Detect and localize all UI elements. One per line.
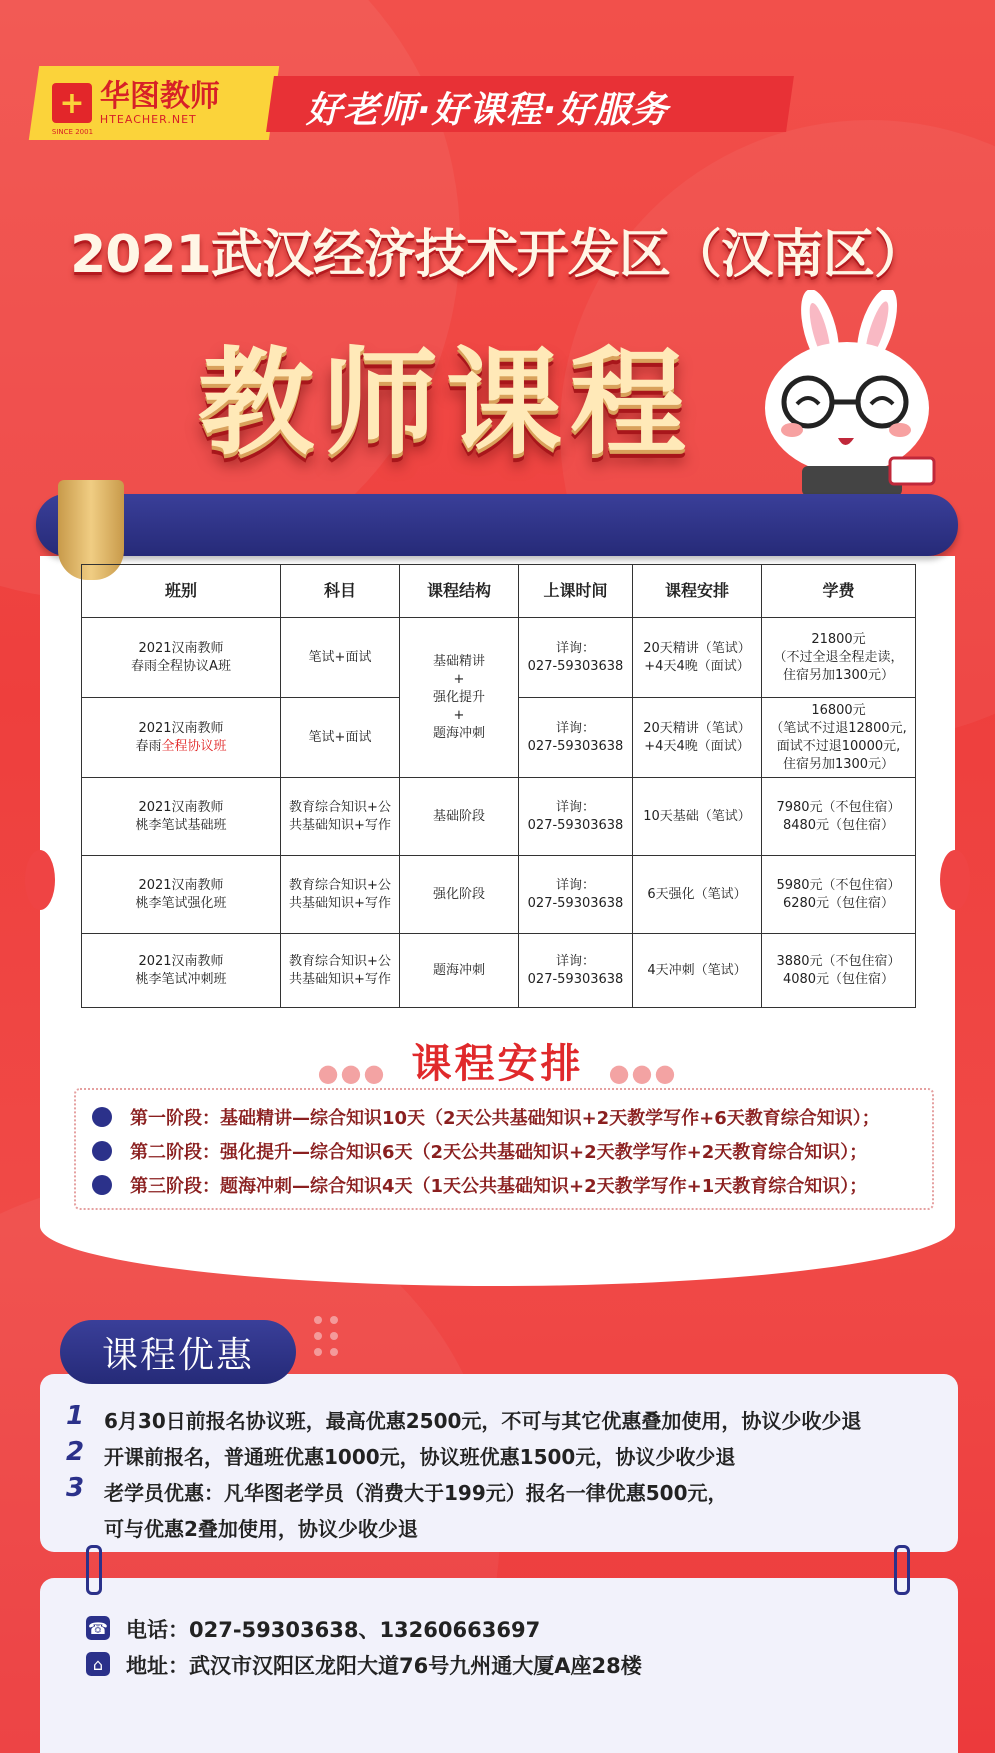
header-time: 上课时间 bbox=[519, 565, 633, 618]
class-cell bbox=[82, 778, 281, 856]
structure-line: 强化提升 bbox=[432, 689, 485, 705]
subject-line: 教育综合知识+公 bbox=[289, 877, 391, 893]
header-fee: 学费 bbox=[762, 565, 916, 618]
class-line: 桃李笔试基础班 bbox=[135, 817, 227, 833]
subject-cell: 笔试+面试 bbox=[281, 618, 400, 698]
schedule-item-text: 第三阶段：题海冲刺—综合知识4天（1天公共基础知识+2天教学写作+1天教育综合知识）； bbox=[130, 1176, 868, 1197]
plan-cell bbox=[633, 618, 762, 698]
phone-icon: ☎ bbox=[86, 1616, 110, 1640]
structure-cell: 基础阶段 bbox=[400, 778, 519, 856]
discount-number: 2 bbox=[66, 1437, 85, 1467]
class-line-pre: 春雨 bbox=[135, 738, 162, 754]
fee-cell bbox=[762, 856, 916, 934]
contact-address: 地址：武汉市汉阳区龙阳大道76号九州通大厦A座28楼 bbox=[126, 1654, 642, 1678]
subject-line: 教育综合知识+公 bbox=[289, 953, 391, 969]
class-line: 2021汉南教师 bbox=[138, 799, 224, 815]
page-title: 教师课程 bbox=[198, 336, 694, 471]
fee-line: （笔试不过退12800元, bbox=[770, 720, 907, 736]
class-cell bbox=[82, 698, 281, 778]
structure-cell: 题海冲刺 bbox=[400, 934, 519, 1008]
structure-cell: 强化阶段 bbox=[400, 856, 519, 934]
subject-line: 共基础知识+写作 bbox=[289, 971, 391, 987]
class-line bbox=[86, 738, 276, 756]
schedule-item bbox=[92, 1172, 867, 1198]
header-structure: 课程结构 bbox=[400, 565, 519, 618]
class-line: 桃李笔试冲刺班 bbox=[135, 971, 227, 987]
schedule-item-text: 第一阶段：基础精讲—综合知识10天（2天公共基础知识+2天教学写作+6天教育综合知识）； bbox=[130, 1108, 880, 1129]
time-label: 详询： bbox=[555, 640, 595, 656]
plan-cell bbox=[633, 698, 762, 778]
plan-line: +4天4晚（面试） bbox=[644, 738, 750, 754]
plan-line: +4天4晚（面试） bbox=[644, 658, 750, 674]
plan-line: 20天精讲（笔试） bbox=[643, 720, 751, 736]
discount-number: 3 bbox=[66, 1473, 85, 1503]
fee-line: 3880元（不包住宿） bbox=[776, 953, 901, 969]
scroll-header-bar bbox=[36, 494, 958, 556]
table-row bbox=[82, 856, 916, 934]
structure-line: 基础精讲 bbox=[432, 653, 485, 669]
binder-clip-icon bbox=[894, 1545, 910, 1595]
schedule-item bbox=[92, 1138, 867, 1164]
class-line: 2021汉南教师 bbox=[138, 953, 224, 969]
subject-line: 共基础知识+写作 bbox=[289, 895, 391, 911]
fee-line: 6280元（包住宿） bbox=[782, 895, 895, 911]
decor-dots-icon: ●●● bbox=[608, 1058, 678, 1087]
structure-line: + bbox=[453, 707, 465, 723]
time-label: 详询： bbox=[555, 953, 595, 969]
time-phone: 027-59303638 bbox=[527, 658, 624, 674]
header-subject: 科目 bbox=[281, 565, 400, 618]
contact-phone: 电话：027-59303638、13260663697 bbox=[126, 1618, 541, 1642]
fee-line: 16800元 bbox=[811, 702, 866, 718]
time-phone: 027-59303638 bbox=[527, 817, 624, 833]
fee-line: 7980元（不包住宿） bbox=[776, 799, 901, 815]
discount-text: 开课前报名，普通班优惠1000元，协议班优惠1500元，协议少收少退 bbox=[104, 1445, 736, 1469]
time-phone: 027-59303638 bbox=[527, 971, 624, 987]
time-cell bbox=[519, 934, 633, 1008]
structure-line: 题海冲刺 bbox=[432, 725, 485, 741]
fee-line: 住宿另加1300元） bbox=[782, 756, 895, 772]
subject-cell: 笔试+面试 bbox=[281, 698, 400, 778]
subject-line: 共基础知识+写作 bbox=[289, 817, 391, 833]
discount-text: 可与优惠2叠加使用，协议少收少退 bbox=[104, 1517, 418, 1541]
card-notch-left bbox=[25, 850, 55, 910]
schedule-item-text: 第二阶段：强化提升—综合知识6天（2天公共基础知识+2天教学写作+2天教育综合知识）； bbox=[130, 1142, 868, 1163]
class-cell bbox=[82, 856, 281, 934]
decor-dots-icon: ●●● bbox=[317, 1058, 387, 1087]
structure-line: + bbox=[453, 671, 465, 687]
home-icon: ⌂ bbox=[86, 1652, 110, 1676]
time-cell bbox=[519, 856, 633, 934]
logo-url: HTEACHER.NET bbox=[100, 112, 197, 126]
subject-cell bbox=[281, 778, 400, 856]
schedule-heading bbox=[0, 1032, 995, 1089]
discount-number: 1 bbox=[66, 1401, 85, 1431]
discount-text: 老学员优惠：凡华图老学员（消费大于199元）报名一律优惠500元， bbox=[104, 1481, 728, 1505]
course-table bbox=[81, 564, 916, 1008]
decor-dots-icon bbox=[310, 1310, 350, 1370]
page-subtitle: 2021武汉经济技术开发区（汉南区） bbox=[70, 225, 925, 285]
logo-name: 华图教师 bbox=[100, 78, 220, 114]
fee-cell bbox=[762, 698, 916, 778]
class-line: 2021汉南教师 bbox=[138, 640, 224, 656]
binder-clip-icon bbox=[86, 1545, 102, 1595]
time-label: 详询： bbox=[555, 799, 595, 815]
time-cell bbox=[519, 698, 633, 778]
bullet-icon bbox=[92, 1175, 112, 1195]
class-cell bbox=[82, 618, 281, 698]
plan-cell: 6天强化（笔试） bbox=[633, 856, 762, 934]
schedule-title: 课程安排 bbox=[411, 1041, 584, 1087]
logo-since: SINCE 2001 bbox=[51, 128, 94, 136]
time-cell bbox=[519, 618, 633, 698]
structure-cell bbox=[400, 618, 519, 778]
class-line: 2021汉南教师 bbox=[138, 720, 224, 736]
plan-line: 20天精讲（笔试） bbox=[643, 640, 751, 656]
discount-text: 6月30日前报名协议班，最高优惠2500元，不可与其它优惠叠加使用，协议少收少退 bbox=[104, 1409, 862, 1433]
class-cell bbox=[82, 934, 281, 1008]
time-label: 详询： bbox=[555, 720, 595, 736]
class-line: 桃李笔试强化班 bbox=[135, 895, 227, 911]
brand-logo bbox=[29, 66, 279, 140]
subject-line: 教育综合知识+公 bbox=[289, 799, 391, 815]
subject-cell bbox=[281, 934, 400, 1008]
fee-line: （不过全退全程走读， bbox=[773, 649, 904, 665]
time-phone: 027-59303638 bbox=[527, 895, 624, 911]
class-line: 春雨全程协议A班 bbox=[131, 658, 231, 674]
class-line-highlight: 全程协议班 bbox=[161, 738, 227, 754]
plan-cell: 10天基础（笔试） bbox=[633, 778, 762, 856]
time-cell bbox=[519, 778, 633, 856]
table-row bbox=[82, 618, 916, 698]
bullet-icon bbox=[92, 1107, 112, 1127]
plan-cell: 4天冲刺（笔试） bbox=[633, 934, 762, 1008]
bullet-icon bbox=[92, 1141, 112, 1161]
fee-cell bbox=[762, 778, 916, 856]
logo-mark-icon: + bbox=[52, 83, 92, 123]
table-row bbox=[82, 934, 916, 1008]
header-class: 班别 bbox=[82, 565, 281, 618]
schedule-item bbox=[92, 1104, 880, 1130]
slogan: 好老师·好课程·好服务 bbox=[306, 90, 669, 131]
discount-tab: 课程优惠 bbox=[60, 1320, 296, 1384]
header-plan: 课程安排 bbox=[633, 565, 762, 618]
fee-cell bbox=[762, 618, 916, 698]
table-row bbox=[82, 778, 916, 856]
fee-line: 21800元 bbox=[811, 631, 866, 647]
fee-line: 8480元（包住宿） bbox=[782, 817, 895, 833]
time-phone: 027-59303638 bbox=[527, 738, 624, 754]
fee-line: 4080元（包住宿） bbox=[782, 971, 895, 987]
fee-line: 5980元（不包住宿） bbox=[776, 877, 901, 893]
class-line: 2021汉南教师 bbox=[138, 877, 224, 893]
fee-line: 面试不过退10000元, bbox=[776, 738, 901, 754]
table-header-row bbox=[82, 565, 916, 618]
time-label: 详询： bbox=[555, 877, 595, 893]
rabbit-mascot bbox=[742, 290, 942, 500]
logo-text bbox=[100, 78, 220, 126]
fee-cell bbox=[762, 934, 916, 1008]
subject-cell bbox=[281, 856, 400, 934]
fee-line: 住宿另加1300元） bbox=[782, 667, 895, 683]
card-notch-right bbox=[940, 850, 970, 910]
